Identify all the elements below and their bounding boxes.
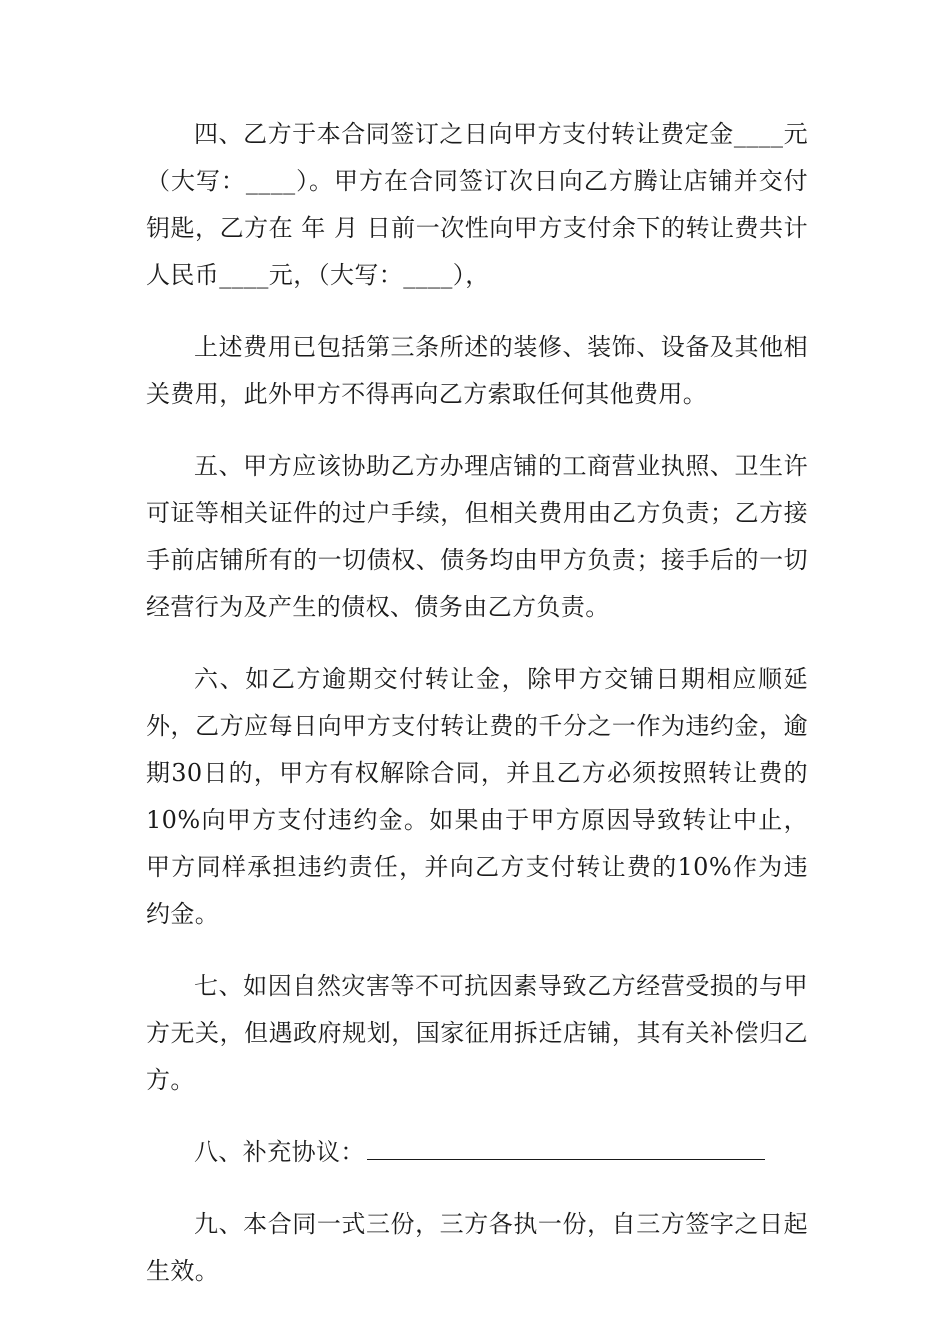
supplement-label: 八、补充协议： <box>194 1138 365 1166</box>
contract-body <box>146 111 808 1295</box>
clause-seven-force-majeure: 七、如因自然灾害等不可抗因素导致乙方经营受损的与甲方无关，但遇政府规划，国家征用拆迁店铺，其有关补偿归乙方。 <box>146 972 808 1094</box>
clause-nine-copies: 九、本合同一式三份，三方各执一份，自三方签字之日起生效。 <box>146 1210 808 1285</box>
clause-four-payment: 四、乙方于本合同签订之日向甲方支付转让费定金____元（大写：____）。甲方在合同签订次日向乙方腾让店铺并交付钥匙，乙方在 年 月 日前一次性向甲方支付余下的转让费共计人民币____元，（大写：____）， <box>146 120 808 289</box>
clause-eight-supplement <box>146 1129 808 1176</box>
clause-four-fee-scope: 上述费用已包括第三条所述的装修、装饰、设备及其他相关费用，此外甲方不得再向乙方索取任何其他费用。 <box>146 333 808 408</box>
clause-five-transfer: 五、甲方应该协助乙方办理店铺的工商营业执照、卫生许可证等相关证件的过户手续，但相关费用由乙方负责；乙方接手前店铺所有的一切债权、债务均由甲方负责；接手后的一切经营行为及产生的债权、债务由乙方负责。 <box>146 452 808 621</box>
clause-six-penalty: 六、如乙方逾期交付转让金，除甲方交铺日期相应顺延外，乙方应每日向甲方支付转让费的千分之一作为违约金，逾期30日的，甲方有权解除合同，并且乙方必须按照转让费的10%向甲方支付违约金。如果由于甲方原因导致转让中止，甲方同样承担违约责任，并向乙方支付转让费的10%作为违约金。 <box>146 665 808 928</box>
supplement-blank-line <box>367 1129 765 1160</box>
